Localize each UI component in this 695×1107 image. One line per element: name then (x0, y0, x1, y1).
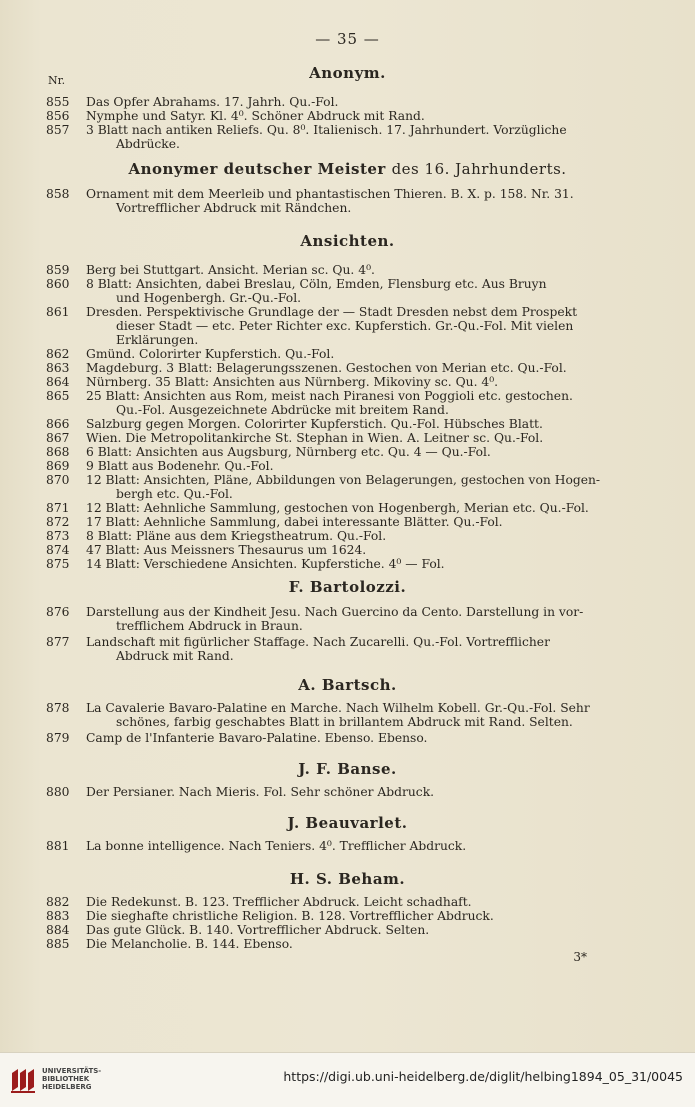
entry-text-cont: dieser Stadt — etc. Peter Richter exc. Kupferstich. Gr.-Qu.-Fol. Mit vielen (116, 319, 574, 333)
entry-number: 879 (46, 731, 70, 745)
entry-number: 859 (46, 263, 70, 277)
entry-number: 870 (46, 473, 70, 487)
entry-number: 864 (46, 375, 70, 389)
entry-text-cont: schönes, farbig geschabtes Blatt in brillantem Abdruck mit Rand. Selten. (116, 715, 573, 729)
entry-text: 8 Blatt: Pläne aus dem Kriegstheatrum. Qu.-Fol. (86, 529, 387, 543)
entry-number: 869 (46, 459, 70, 473)
entry-number: 884 (46, 923, 70, 937)
entry-text: Das gute Glück. B. 140. Vortrefflicher Abdruck. Selten. (86, 923, 430, 937)
entry-number: 856 (46, 109, 70, 123)
entry-number: 862 (46, 347, 70, 361)
library-name (42, 1067, 101, 1091)
entry-text: Nymphe und Satyr. Kl. 4⁰. Schöner Abdruck mit Rand. (86, 109, 425, 123)
entry-text-cont: und Hogenbergh. Gr.-Qu.-Fol. (116, 291, 302, 305)
entry-text: Salzburg gegen Morgen. Colorirter Kupferstich. Qu.-Fol. Hübsches Blatt. (86, 417, 543, 431)
entry-number: 860 (46, 277, 70, 291)
entry-text: Nürnberg. 35 Blatt: Ansichten aus Nürnberg. Mikoviny sc. Qu. 4⁰. (86, 375, 499, 389)
entry-number: 873 (46, 529, 70, 543)
permalink-url[interactable]: https://digi.ub.uni-heidelberg.de/diglit/helbing1894_05_31/0045 (283, 1069, 683, 1084)
viewer-footer (0, 1052, 695, 1107)
entry-text: 25 Blatt: Ansichten aus Rom, meist nach Piranesi von Poggioli etc. gestochen. (86, 389, 573, 403)
entry-number: 876 (46, 605, 70, 619)
entry-text: 9 Blatt aus Bodenehr. Qu.-Fol. (86, 459, 274, 473)
entry-text: La bonne intelligence. Nach Teniers. 4⁰. Trefflicher Abdruck. (86, 839, 467, 853)
section-heading-ansichten: Ansichten. (300, 232, 395, 250)
entry-text: 3 Blatt nach antiken Reliefs. Qu. 8⁰. Italienisch. 17. Jahrhundert. Vorzügliche (86, 123, 567, 137)
entry-text: Darstellung aus der Kindheit Jesu. Nach Guercino da Cento. Darstellung in vor- (86, 605, 584, 619)
signature-mark: 3* (573, 950, 587, 964)
nr-column-label: Nr. (48, 74, 66, 87)
entry-number: 863 (46, 361, 70, 375)
entry-text-cont: Qu.-Fol. Ausgezeichnete Abdrücke mit breitem Rand. (116, 403, 449, 417)
entry-text: Dresden. Perspektivische Grundlage der — Stadt Dresden nebst dem Prospekt (86, 305, 578, 319)
section-heading-beauvarlet: J. Beauvarlet. (287, 814, 408, 832)
entry-number: 874 (46, 543, 70, 557)
entry-number: 885 (46, 937, 70, 951)
entry-text: Gmünd. Colorirter Kupferstich. Qu.-Fol. (86, 347, 335, 361)
heading-bold-part: Anonymer deutscher Meister (128, 160, 386, 178)
entry-text: 6 Blatt: Ansichten aus Augsburg, Nürnberg etc. Qu. 4 — Qu.-Fol. (86, 445, 491, 459)
entry-text-cont: Erklärungen. (116, 333, 199, 347)
entry-number: 866 (46, 417, 70, 431)
heading-light-part: des 16. Jahrhunderts. (391, 160, 567, 178)
entry-number: 883 (46, 909, 70, 923)
section-heading-bartolozzi: F. Bartolozzi. (288, 578, 407, 596)
entry-text: Die sieghafte christliche Religion. B. 128. Vortrefflicher Abdruck. (86, 909, 494, 923)
entry-number: 857 (46, 123, 70, 137)
entry-text: 17 Blatt: Aehnliche Sammlung, dabei interessante Blätter. Qu.-Fol. (86, 515, 503, 529)
entry-number: 872 (46, 515, 70, 529)
entry-number: 875 (46, 557, 70, 571)
library-name-line: BIBLIOTHEK (42, 1075, 90, 1083)
entry-text-cont: trefflichem Abdruck in Braun. (116, 619, 303, 633)
library-logo-icon (8, 1065, 38, 1095)
library-name-line: UNIVERSITÄTS- (42, 1067, 102, 1075)
library-name-line: HEIDELBERG (42, 1083, 92, 1091)
entry-text: Camp de l'Infanterie Bavaro-Palatine. Ebenso. Ebenso. (86, 731, 428, 745)
entry-number: 882 (46, 895, 70, 909)
entry-number: 877 (46, 635, 70, 649)
entry-number: 865 (46, 389, 70, 403)
entry-number: 878 (46, 701, 70, 715)
entry-number: 861 (46, 305, 70, 319)
section-heading-anonym: Anonym. (309, 64, 386, 82)
entry-text: 12 Blatt: Ansichten, Pläne, Abbildungen von Belagerungen, gestochen von Hogen- (86, 473, 601, 487)
entry-number: 871 (46, 501, 70, 515)
entry-text: La Cavalerie Bavaro-Palatine en Marche. Nach Wilhelm Kobell. Gr.-Qu.-Fol. Sehr (86, 701, 590, 715)
entry-number: 880 (46, 785, 70, 799)
entry-text: Das Opfer Abrahams. 17. Jahrh. Qu.-Fol. (86, 95, 339, 109)
section-heading-anonymer-meister (0, 160, 695, 178)
entry-text: 47 Blatt: Aus Meissners Thesaurus um 1624. (86, 543, 367, 557)
entry-number: 858 (46, 187, 70, 201)
entry-text-cont: Abdruck mit Rand. (116, 649, 234, 663)
entry-text: Die Melancholie. B. 144. Ebenso. (86, 937, 293, 951)
entry-text: 8 Blatt: Ansichten, dabei Breslau, Cöln, Emden, Flensburg etc. Aus Bruyn (86, 277, 547, 291)
entry-text: Ornament mit dem Meerleib und phantastischen Thieren. B. X. p. 158. Nr. 31. (86, 187, 574, 201)
entry-text: Die Redekunst. B. 123. Trefflicher Abdruck. Leicht schadhaft. (86, 895, 472, 909)
section-heading-bartsch: A. Bartsch. (298, 676, 397, 694)
entry-text: Magdeburg. 3 Blatt: Belagerungsszenen. Gestochen von Merian etc. Qu.-Fol. (86, 361, 567, 375)
entry-number: 881 (46, 839, 70, 853)
section-heading-beham: H. S. Beham. (289, 870, 406, 888)
entry-text-cont: Abdrücke. (116, 137, 180, 151)
entry-text: 14 Blatt: Verschiedene Ansichten. Kupferstiche. 4⁰ — Fol. (86, 557, 445, 571)
entry-number: 855 (46, 95, 70, 109)
entry-text: Der Persianer. Nach Mieris. Fol. Sehr schöner Abdruck. (86, 785, 435, 799)
entry-text-cont: Vortrefflicher Abdruck mit Rändchen. (116, 201, 352, 215)
page-number: — 35 — (315, 30, 380, 48)
entry-text: Berg bei Stuttgart. Ansicht. Merian sc. Qu. 4⁰. (86, 263, 375, 277)
entry-text: Wien. Die Metropolitankirche St. Stephan in Wien. A. Leitner sc. Qu.-Fol. (86, 431, 544, 445)
entry-text: Landschaft mit figürlicher Staffage. Nach Zucarelli. Qu.-Fol. Vortrefflicher (86, 635, 550, 649)
entry-text-cont: bergh etc. Qu.-Fol. (116, 487, 233, 501)
entry-text: 12 Blatt: Aehnliche Sammlung, gestochen von Hogenbergh, Merian etc. Qu.-Fol. (86, 501, 589, 515)
entry-number: 867 (46, 431, 70, 445)
entry-number: 868 (46, 445, 70, 459)
section-heading-banse: J. F. Banse. (298, 760, 397, 778)
